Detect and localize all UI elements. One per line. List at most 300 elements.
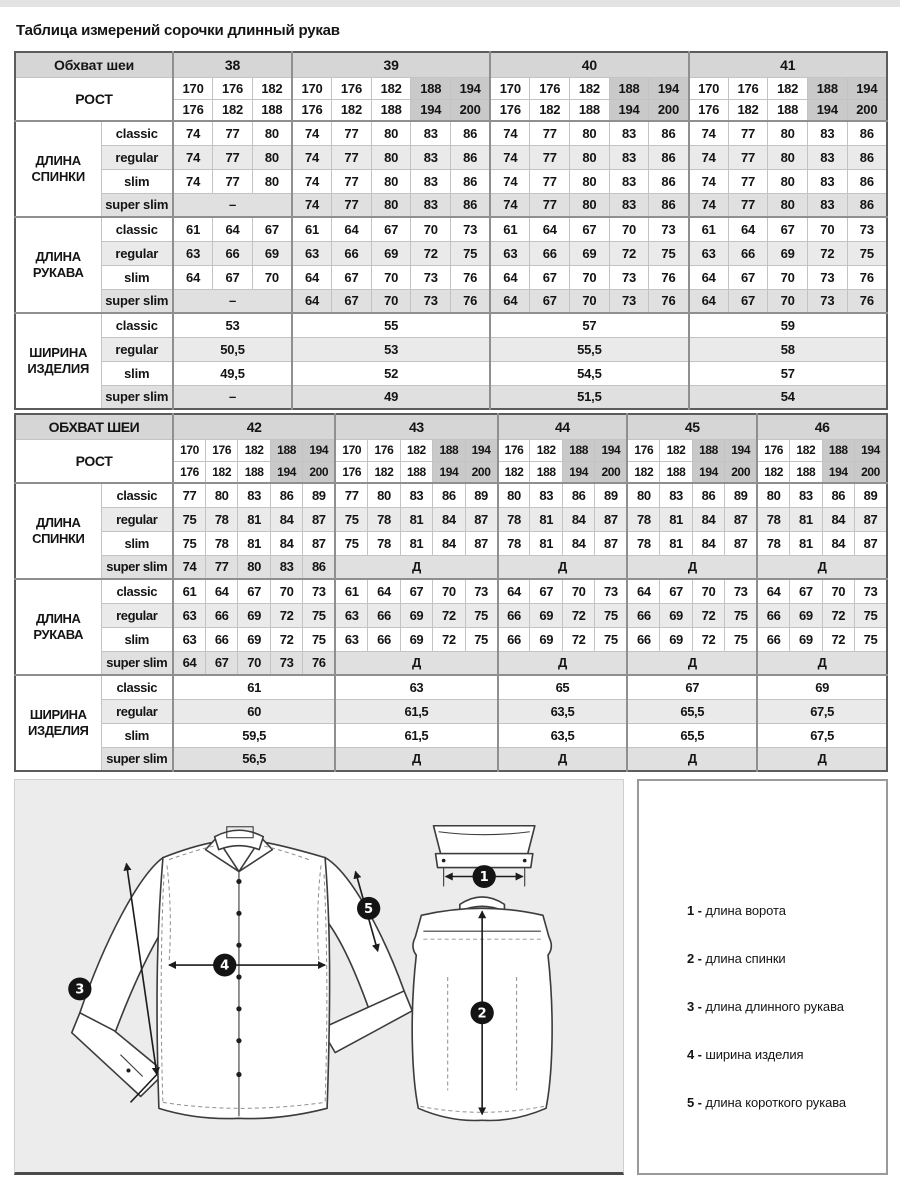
measure-badge-2-number: 2 — [477, 1006, 487, 1022]
table-row — [15, 651, 887, 675]
measurement-value: 63 — [490, 241, 530, 265]
measurement-value: 78 — [368, 507, 400, 531]
measurement-value: 66 — [530, 241, 570, 265]
measurement-value: 64 — [205, 579, 237, 603]
height-range-bottom: 194 — [692, 461, 724, 483]
measurement-value: 86 — [692, 483, 724, 507]
legend-separator: - — [694, 903, 706, 918]
table-row — [15, 385, 887, 409]
measurement-value: 60 — [173, 699, 335, 723]
height-range-top: 188 — [808, 77, 848, 99]
measurement-value: 66 — [213, 241, 253, 265]
measurement-value: 59,5 — [173, 723, 335, 747]
measurement-value: 63 — [335, 627, 367, 651]
height-range-top: 176 — [332, 77, 372, 99]
measurement-value: 80 — [768, 145, 808, 169]
measurement-value: 80 — [368, 483, 400, 507]
height-range-bottom: 200 — [847, 99, 887, 121]
measurement-value: 70 — [371, 289, 411, 313]
measurement-value: Д — [757, 747, 887, 771]
measurement-value: 78 — [627, 507, 659, 531]
measurement-value: 76 — [451, 289, 491, 313]
fit-type-label: super slim — [101, 193, 173, 217]
measurement-value: 67 — [252, 217, 292, 241]
table-row — [15, 531, 887, 555]
height-range-top: 170 — [335, 439, 367, 461]
measurement-value: 63 — [173, 627, 205, 651]
measurement-value: 69 — [400, 627, 432, 651]
measurement-value: 69 — [252, 241, 292, 265]
legend-number: 3 — [687, 999, 695, 1014]
measurement-value: 83 — [808, 169, 848, 193]
measurement-value: 80 — [371, 169, 411, 193]
height-range-top: 194 — [725, 439, 757, 461]
measurement-value: 67 — [205, 651, 237, 675]
height-range-bottom: 182 — [332, 99, 372, 121]
measurement-value: 80 — [768, 169, 808, 193]
measurement-value: 70 — [270, 579, 302, 603]
legend-number: 2 — [687, 951, 695, 966]
measurement-value: 83 — [609, 193, 649, 217]
measurement-value: 73 — [270, 651, 302, 675]
measurement-value: 67 — [371, 217, 411, 241]
height-range-top: 194 — [595, 439, 627, 461]
measurement-value: 63 — [335, 675, 497, 699]
height-range-bottom: 182 — [728, 99, 768, 121]
table-row — [15, 723, 887, 747]
table-row — [15, 483, 887, 507]
size-header: 45 — [627, 414, 757, 439]
height-range-bottom: 176 — [173, 99, 213, 121]
height-range-top: 194 — [465, 439, 497, 461]
measurement-value: 73 — [595, 579, 627, 603]
measurement-group-label: ДЛИНА СПИНКИ — [15, 483, 101, 579]
measurement-value: 53 — [292, 337, 490, 361]
measurement-value: 84 — [270, 507, 302, 531]
height-range-top: 182 — [252, 77, 292, 99]
measurement-value: 63,5 — [498, 723, 628, 747]
measurement-value: 84 — [270, 531, 302, 555]
table-row — [15, 603, 887, 627]
measurement-value: 87 — [725, 507, 757, 531]
height-range-bottom: 176 — [173, 461, 205, 483]
measurement-value: 64 — [689, 289, 729, 313]
height-range-top: 188 — [270, 439, 302, 461]
measurement-value: 89 — [725, 483, 757, 507]
measurement-value: 77 — [213, 121, 253, 145]
measurement-value: 87 — [303, 507, 335, 531]
measurement-value: 65 — [498, 675, 628, 699]
measurement-value: 70 — [808, 217, 848, 241]
table-row — [15, 337, 887, 361]
measurement-value: 64 — [490, 265, 530, 289]
table-row — [15, 313, 887, 337]
height-range-top: 194 — [855, 439, 887, 461]
height-range-top: 176 — [728, 77, 768, 99]
height-label: РОСТ — [15, 77, 173, 121]
measurement-value: 73 — [451, 217, 491, 241]
measurement-value: 77 — [728, 169, 768, 193]
measurement-value: Д — [627, 747, 757, 771]
measurement-value: 74 — [689, 193, 729, 217]
measurement-value: 84 — [433, 507, 465, 531]
measurement-value: 80 — [252, 121, 292, 145]
measurement-value: 72 — [808, 241, 848, 265]
measurement-value: 61,5 — [335, 699, 497, 723]
measurement-value: 80 — [757, 483, 789, 507]
measurement-value: 67 — [332, 265, 372, 289]
measurement-value: 69 — [238, 603, 270, 627]
measurement-value: 75 — [649, 241, 689, 265]
measurement-value: 67 — [570, 217, 610, 241]
measurement-value: 75 — [451, 241, 491, 265]
measurement-value: 67,5 — [757, 723, 887, 747]
measurement-value: 80 — [627, 483, 659, 507]
measurement-value: 64 — [689, 265, 729, 289]
size-table-upper — [14, 51, 888, 410]
height-range-bottom: 194 — [411, 99, 451, 121]
measurement-value: 76 — [649, 289, 689, 313]
measurement-value: 77 — [205, 555, 237, 579]
height-range-top: 176 — [757, 439, 789, 461]
measurement-value: 80 — [768, 193, 808, 217]
measurement-value: 61 — [173, 675, 335, 699]
height-range-top: 188 — [822, 439, 854, 461]
measurement-value: 67 — [213, 265, 253, 289]
measurement-value: 86 — [433, 483, 465, 507]
legend-item-short-sleeve — [687, 1095, 878, 1110]
measurement-value: 54,5 — [490, 361, 688, 385]
measurement-value: 72 — [562, 603, 594, 627]
measurement-value: 73 — [411, 265, 451, 289]
measurement-value: 75 — [847, 241, 887, 265]
measurement-value: 77 — [728, 145, 768, 169]
legend-separator: - — [694, 951, 706, 966]
measurement-value: 72 — [609, 241, 649, 265]
legend-text: длина длинного рукава — [705, 999, 844, 1014]
measurement-value: 75 — [465, 627, 497, 651]
measurement-value: 81 — [660, 531, 692, 555]
measurement-value: 54 — [689, 385, 887, 409]
fit-type-label: slim — [101, 361, 173, 385]
right-sleeve — [319, 858, 404, 1017]
fit-type-label: regular — [101, 337, 173, 361]
measurement-value: 67 — [768, 217, 808, 241]
legend-item-product-width — [687, 1047, 878, 1062]
measurement-value: 73 — [855, 579, 887, 603]
measurement-value: 84 — [822, 531, 854, 555]
height-range-top: 182 — [238, 439, 270, 461]
measurement-value: 80 — [238, 555, 270, 579]
measurement-value: 86 — [847, 121, 887, 145]
measurement-value: 77 — [530, 169, 570, 193]
measurement-value: 87 — [303, 531, 335, 555]
legend-item-collar-length — [687, 903, 878, 918]
fit-type-label: regular — [101, 507, 173, 531]
fit-type-label: super slim — [101, 651, 173, 675]
height-range-top: 188 — [433, 439, 465, 461]
measurement-value: 74 — [689, 145, 729, 169]
measurement-value: 64 — [757, 579, 789, 603]
measurement-value: 86 — [303, 555, 335, 579]
fit-type-label: super slim — [101, 289, 173, 313]
size-header: 42 — [173, 414, 335, 439]
measurement-value: 73 — [303, 579, 335, 603]
measurement-value: 75 — [595, 627, 627, 651]
measurement-value: 63 — [335, 603, 367, 627]
measurement-value: 67 — [530, 579, 562, 603]
measurement-value: 75 — [303, 603, 335, 627]
measurement-value: 86 — [649, 169, 689, 193]
measurement-value: 78 — [757, 507, 789, 531]
measurement-value: 70 — [692, 579, 724, 603]
measurement-group-label: ДЛИНА РУКАВА — [15, 579, 101, 675]
size-table — [14, 413, 888, 772]
measurement-value: 72 — [692, 603, 724, 627]
measurement-value: – — [173, 385, 292, 409]
table-row — [15, 675, 887, 699]
measurement-value: 74 — [173, 121, 213, 145]
fit-type-label: slim — [101, 169, 173, 193]
measurement-value: 84 — [692, 531, 724, 555]
legend-separator: - — [694, 999, 706, 1014]
table-row — [15, 217, 887, 241]
fit-type-label: regular — [101, 241, 173, 265]
measurement-value: 74 — [292, 121, 332, 145]
height-range-bottom: 194 — [562, 461, 594, 483]
measurement-value: 75 — [335, 531, 367, 555]
measurement-value: 78 — [498, 531, 530, 555]
height-range-bottom: 176 — [490, 99, 530, 121]
measure-badge-5-number: 5 — [364, 901, 374, 917]
height-range-bottom: 176 — [292, 99, 332, 121]
height-range-bottom: 194 — [433, 461, 465, 483]
height-range-top: 176 — [205, 439, 237, 461]
measurement-value: 74 — [490, 145, 530, 169]
measurement-value: 87 — [855, 507, 887, 531]
measurement-value: 89 — [855, 483, 887, 507]
measurement-value: 80 — [570, 169, 610, 193]
measurement-value: 86 — [822, 483, 854, 507]
top-edge-strip — [0, 0, 900, 7]
measurement-value: 66 — [498, 603, 530, 627]
table-row — [15, 361, 887, 385]
measurement-value: 64 — [728, 217, 768, 241]
height-range-top: 182 — [570, 77, 610, 99]
legend-item-long-sleeve — [687, 999, 878, 1014]
measurement-value: 86 — [451, 145, 491, 169]
measurement-value: 81 — [790, 531, 822, 555]
measurement-value: 61,5 — [335, 723, 497, 747]
height-range-bottom: 188 — [400, 461, 432, 483]
height-range-top: 170 — [173, 439, 205, 461]
measurement-value: 66 — [757, 627, 789, 651]
size-header: 44 — [498, 414, 628, 439]
measurement-value: 83 — [609, 169, 649, 193]
measurement-value: 77 — [728, 193, 768, 217]
measurement-value: 81 — [400, 531, 432, 555]
measurement-value: 64 — [490, 289, 530, 313]
measurement-value: 80 — [498, 483, 530, 507]
measurement-value: 66 — [205, 603, 237, 627]
measurement-value: 84 — [433, 531, 465, 555]
measurement-value: 69 — [530, 627, 562, 651]
measurement-value: 81 — [238, 507, 270, 531]
table-row — [15, 121, 887, 145]
measurement-value: 77 — [332, 145, 372, 169]
measurement-value: 57 — [689, 361, 887, 385]
measurement-value: 74 — [490, 169, 530, 193]
measurement-value: 84 — [562, 531, 594, 555]
collar-buttonhole-left — [442, 859, 446, 863]
measurement-value: 64 — [332, 217, 372, 241]
measurement-value: 77 — [332, 169, 372, 193]
measurement-value: 74 — [292, 193, 332, 217]
measurement-value: 76 — [303, 651, 335, 675]
height-range-bottom: 194 — [822, 461, 854, 483]
measurement-value: 77 — [213, 145, 253, 169]
measurement-value: 70 — [238, 651, 270, 675]
measurement-value: 67 — [332, 289, 372, 313]
measurement-value: 80 — [205, 483, 237, 507]
table-row — [15, 555, 887, 579]
measurement-value: 75 — [335, 507, 367, 531]
measurement-value: 75 — [725, 603, 757, 627]
measurement-value: 73 — [649, 217, 689, 241]
table-row — [15, 289, 887, 313]
height-range-top: 188 — [692, 439, 724, 461]
size-header: 38 — [173, 52, 292, 77]
measurement-value: Д — [498, 555, 628, 579]
measurement-value: 72 — [822, 603, 854, 627]
measurement-value: Д — [335, 747, 497, 771]
fit-type-label: classic — [101, 675, 173, 699]
measurement-value: 75 — [173, 507, 205, 531]
measurement-value: 83 — [660, 483, 692, 507]
measurement-value: 80 — [570, 193, 610, 217]
measurement-value: 69 — [660, 603, 692, 627]
size-header: 40 — [490, 52, 688, 77]
height-range-bottom: 188 — [371, 99, 411, 121]
measurement-value: 66 — [627, 603, 659, 627]
measurement-value: 66 — [368, 627, 400, 651]
measurement-group-label: ШИРИНА ИЗДЕЛИЯ — [15, 313, 101, 409]
measurement-value: 86 — [562, 483, 594, 507]
measurement-value: 49 — [292, 385, 490, 409]
measurement-value: 72 — [692, 627, 724, 651]
fit-type-label: classic — [101, 121, 173, 145]
height-range-bottom: 200 — [303, 461, 335, 483]
measurement-value: 73 — [411, 289, 451, 313]
height-range-top: 176 — [530, 77, 570, 99]
table-row — [15, 579, 887, 603]
measurement-value: 70 — [371, 265, 411, 289]
measurement-value: 66 — [332, 241, 372, 265]
measure-badge-1-number: 1 — [479, 870, 489, 885]
height-range-top: 182 — [530, 439, 562, 461]
measurement-value: 83 — [530, 483, 562, 507]
measurement-value: 64 — [627, 579, 659, 603]
measurement-value: Д — [757, 555, 887, 579]
measurement-value: 83 — [411, 193, 451, 217]
measurement-value: 73 — [465, 579, 497, 603]
shirt-diagram-svg — [15, 780, 623, 1172]
measurement-value: 74 — [173, 555, 205, 579]
fit-type-label: slim — [101, 627, 173, 651]
table-row — [15, 627, 887, 651]
measurement-value: 86 — [649, 121, 689, 145]
measurement-value: 64 — [173, 651, 205, 675]
measurement-value: 83 — [808, 193, 848, 217]
measurement-value: 86 — [847, 145, 887, 169]
measurement-value: 64 — [173, 265, 213, 289]
measurement-value: 77 — [332, 193, 372, 217]
height-range-bottom: 188 — [530, 461, 562, 483]
fit-type-label: classic — [101, 217, 173, 241]
measurement-value: 74 — [292, 145, 332, 169]
height-range-bottom: 182 — [530, 99, 570, 121]
height-range-bottom: 188 — [790, 461, 822, 483]
measurement-value: 77 — [213, 169, 253, 193]
measurement-value: 67 — [238, 579, 270, 603]
height-range-bottom: 182 — [368, 461, 400, 483]
measurement-value: 63 — [173, 241, 213, 265]
measurement-value: Д — [757, 651, 887, 675]
measurement-value: 63 — [292, 241, 332, 265]
measurement-value: 84 — [692, 507, 724, 531]
measurement-value: 61 — [689, 217, 729, 241]
measurement-value: 86 — [847, 193, 887, 217]
measurement-value: 67 — [530, 265, 570, 289]
size-table — [14, 51, 888, 410]
height-range-bottom: 188 — [252, 99, 292, 121]
height-range-top: 194 — [303, 439, 335, 461]
fit-type-label: classic — [101, 483, 173, 507]
measurement-value: 57 — [490, 313, 688, 337]
measurement-value: 64 — [213, 217, 253, 241]
measurement-value: 70 — [768, 265, 808, 289]
legend-number: 1 — [687, 903, 695, 918]
measurement-value: 80 — [371, 121, 411, 145]
shirt-body — [157, 842, 330, 1119]
table-row — [15, 169, 887, 193]
measurement-value: 87 — [855, 531, 887, 555]
measurement-value: 66 — [368, 603, 400, 627]
measurement-value: 78 — [205, 531, 237, 555]
measurement-value: 81 — [790, 507, 822, 531]
measurement-value: 83 — [411, 145, 451, 169]
measurement-value: 78 — [498, 507, 530, 531]
measurement-value: 70 — [822, 579, 854, 603]
measurement-value: 77 — [530, 145, 570, 169]
measurement-value: 69 — [238, 627, 270, 651]
measurement-group-label: ДЛИНА РУКАВА — [15, 217, 101, 313]
measurement-value: 83 — [270, 555, 302, 579]
measurement-value: 65,5 — [627, 723, 757, 747]
legend-text: длина короткого рукава — [705, 1095, 846, 1110]
measurement-value: 64 — [292, 289, 332, 313]
measurement-value: 70 — [609, 217, 649, 241]
measurement-value: 61 — [173, 217, 213, 241]
measurement-value: 67,5 — [757, 699, 887, 723]
height-range-top: 182 — [400, 439, 432, 461]
measurement-value: 67 — [627, 675, 757, 699]
measurement-value: 77 — [335, 483, 367, 507]
fit-type-label: classic — [101, 579, 173, 603]
measurement-value: 77 — [173, 483, 205, 507]
measurement-group-label: ДЛИНА СПИНКИ — [15, 121, 101, 217]
measurement-value: Д — [335, 651, 497, 675]
